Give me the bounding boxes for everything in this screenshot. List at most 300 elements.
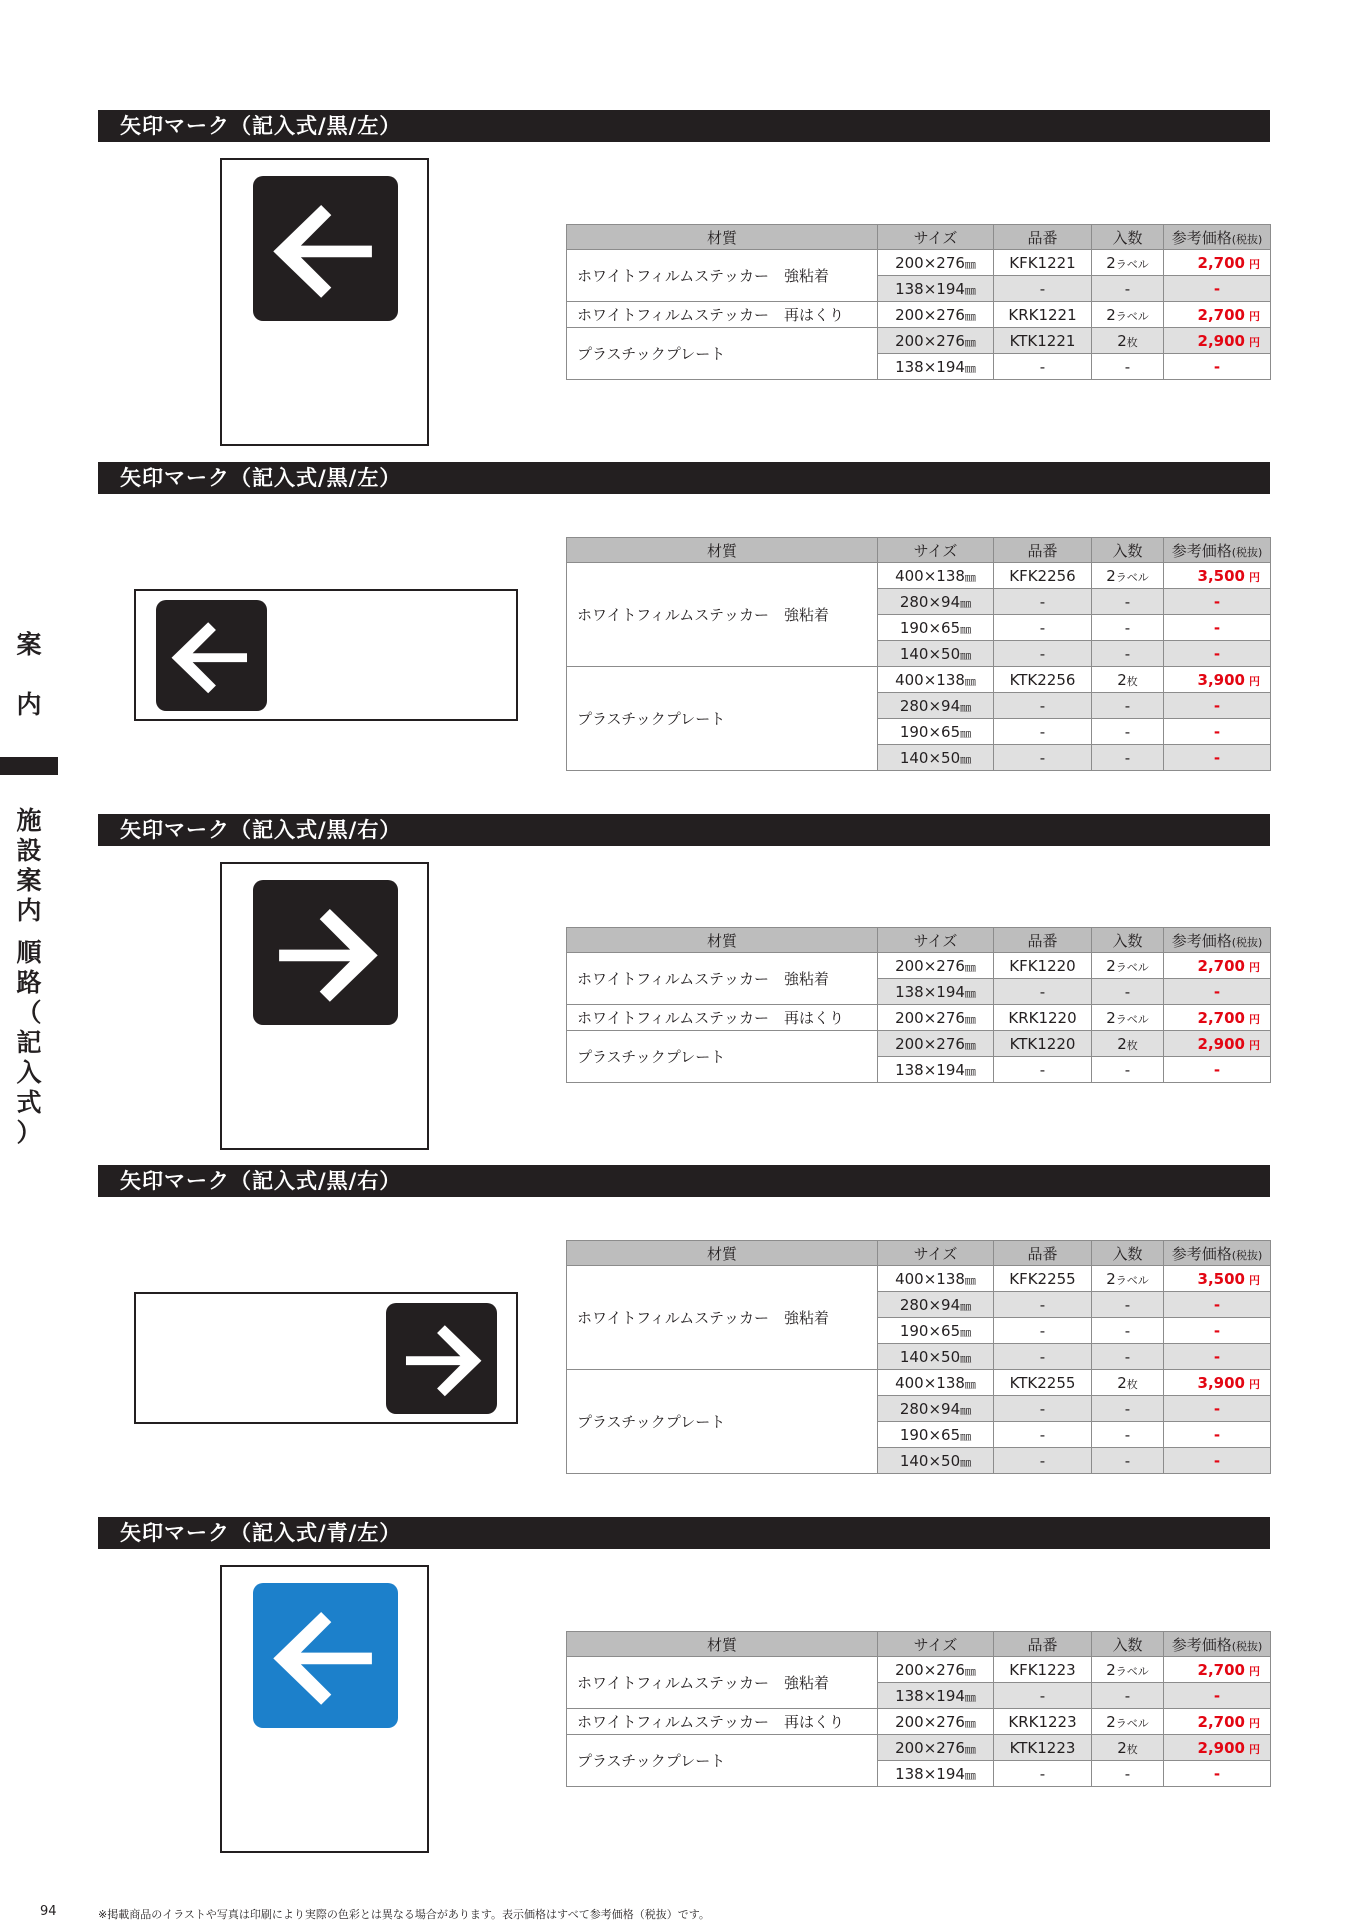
qty-cell xyxy=(1092,953,1164,979)
spec-table xyxy=(566,1631,1271,1787)
header-code xyxy=(994,1241,1092,1266)
qty-cell xyxy=(1092,1448,1164,1474)
price-cell xyxy=(1164,719,1271,745)
price-yen: 円 xyxy=(1249,257,1260,271)
price-value: - xyxy=(1213,644,1221,663)
size-value: 200×276 xyxy=(895,253,965,272)
header-label: 品番 xyxy=(1027,931,1058,950)
size-unit: ㎜ xyxy=(960,752,972,766)
price-cell xyxy=(1164,1344,1271,1370)
price-value: - xyxy=(1213,1399,1221,1418)
table-row xyxy=(567,563,1271,589)
code-cell: KRK1221 xyxy=(994,302,1092,328)
qty-cell xyxy=(1092,1318,1164,1344)
size-unit: ㎜ xyxy=(964,309,976,323)
price-yen: 円 xyxy=(1249,335,1260,349)
header-label: 入数 xyxy=(1112,1244,1143,1263)
size-unit: ㎜ xyxy=(960,1299,972,1313)
price-value: - xyxy=(1213,1295,1221,1314)
sidebar-char: 設 xyxy=(16,836,42,865)
price-value: - xyxy=(1213,279,1221,298)
price-value: - xyxy=(1213,982,1221,1001)
size-unit: ㎜ xyxy=(960,1429,972,1443)
header-label: 材質 xyxy=(706,1244,737,1263)
price-cell xyxy=(1164,1266,1271,1292)
sidebar-char: 順 xyxy=(16,938,42,967)
size-unit: ㎜ xyxy=(964,335,976,349)
code-cell: - xyxy=(994,354,1092,380)
size-unit: ㎜ xyxy=(964,1716,976,1730)
material-cell: ホワイトフィルムステッカー 強粘着 xyxy=(567,563,878,667)
qty-cell xyxy=(1092,1344,1164,1370)
size-unit: ㎜ xyxy=(960,726,972,740)
table-row xyxy=(567,1266,1271,1292)
qty-unit: ラベル xyxy=(1115,1664,1149,1678)
table-header-row xyxy=(567,928,1271,953)
size-cell xyxy=(878,1422,994,1448)
price-cell xyxy=(1164,1370,1271,1396)
header-label: 入数 xyxy=(1112,1635,1143,1654)
code-cell: - xyxy=(994,1761,1092,1787)
sign-preview-landscape xyxy=(134,1292,518,1424)
arrow-left-icon xyxy=(253,1583,398,1728)
sidebar-char: ） xyxy=(16,1118,42,1147)
header-label: 材質 xyxy=(706,228,737,247)
price-cell xyxy=(1164,1292,1271,1318)
header-label: 材質 xyxy=(706,1635,737,1654)
price-value: - xyxy=(1213,1686,1221,1705)
price-value: - xyxy=(1213,696,1221,715)
size-unit: ㎜ xyxy=(964,986,976,1000)
qty-value: - xyxy=(1124,722,1131,741)
section-title: 矢印マーク（記入式/黒/右） xyxy=(98,814,1270,846)
qty-value: - xyxy=(1124,1295,1131,1314)
qty-cell xyxy=(1092,1761,1164,1787)
code-cell: KTK2256 xyxy=(994,667,1092,693)
header-qty xyxy=(1092,1241,1164,1266)
qty-unit: ラベル xyxy=(1115,1012,1149,1026)
header-tax-note: (税抜) xyxy=(1231,935,1263,949)
material-cell: プラスチックプレート xyxy=(567,328,878,380)
price-yen: 円 xyxy=(1249,1012,1260,1026)
price-cell xyxy=(1164,1057,1271,1083)
price-yen: 円 xyxy=(1249,1273,1260,1287)
sidebar-char: 路 xyxy=(16,968,42,997)
section-title: 矢印マーク（記入式/黒/右） xyxy=(98,1165,1270,1197)
qty-value: 2 xyxy=(1117,331,1127,350)
header-qty xyxy=(1092,538,1164,563)
qty-unit: 枚 xyxy=(1126,1377,1138,1391)
size-unit: ㎜ xyxy=(964,960,976,974)
header-price xyxy=(1164,1241,1271,1266)
sidebar-subcategory xyxy=(0,806,58,1148)
price-value: - xyxy=(1213,592,1221,611)
sidebar-char: 内 xyxy=(16,896,42,925)
spec-table xyxy=(566,927,1271,1083)
section-title: 矢印マーク（記入式/黒/左） xyxy=(98,110,1270,142)
code-cell: KRK1223 xyxy=(994,1709,1092,1735)
header-label: 参考価格 xyxy=(1171,1244,1232,1263)
sign-preview-portrait xyxy=(220,158,429,446)
header-label: 参考価格 xyxy=(1171,931,1232,950)
arrow-left-icon xyxy=(253,176,398,321)
qty-value: - xyxy=(1124,1686,1131,1705)
code-cell: - xyxy=(994,1683,1092,1709)
sidebar-char: 記 xyxy=(16,1028,42,1057)
table-row xyxy=(567,328,1271,354)
qty-unit: ラベル xyxy=(1115,1273,1149,1287)
table-row xyxy=(567,667,1271,693)
material-cell: ホワイトフィルムステッカー 強粘着 xyxy=(567,1657,878,1709)
qty-cell xyxy=(1092,1031,1164,1057)
price-value: - xyxy=(1213,1764,1221,1783)
qty-value: 2 xyxy=(1106,1008,1116,1027)
size-unit: ㎜ xyxy=(964,1064,976,1078)
code-cell: - xyxy=(994,1344,1092,1370)
qty-value: 2 xyxy=(1106,1269,1116,1288)
code-cell: KTK1223 xyxy=(994,1735,1092,1761)
price-yen: 円 xyxy=(1249,1716,1260,1730)
size-unit: ㎜ xyxy=(964,674,976,688)
size-unit: ㎜ xyxy=(964,1377,976,1391)
price-value: 3,900 xyxy=(1197,1373,1245,1392)
size-cell xyxy=(878,1344,994,1370)
arrow-left-icon xyxy=(156,600,267,711)
size-unit: ㎜ xyxy=(964,570,976,584)
size-cell xyxy=(878,979,994,1005)
material-cell: プラスチックプレート xyxy=(567,667,878,771)
price-cell xyxy=(1164,979,1271,1005)
size-cell xyxy=(878,1709,994,1735)
price-value: - xyxy=(1213,722,1221,741)
qty-value: 2 xyxy=(1106,1660,1116,1679)
qty-value: 2 xyxy=(1117,1034,1127,1053)
size-cell xyxy=(878,693,994,719)
qty-cell xyxy=(1092,250,1164,276)
size-value: 400×138 xyxy=(895,670,965,689)
price-value: 2,900 xyxy=(1197,331,1245,350)
header-label: サイズ xyxy=(913,1244,958,1263)
price-yen: 円 xyxy=(1249,674,1260,688)
qty-unit: 枚 xyxy=(1126,1742,1138,1756)
price-cell xyxy=(1164,667,1271,693)
price-cell xyxy=(1164,1683,1271,1709)
size-unit: ㎜ xyxy=(964,1012,976,1026)
size-unit: ㎜ xyxy=(960,1403,972,1417)
price-value: - xyxy=(1213,1321,1221,1340)
size-cell xyxy=(878,1292,994,1318)
size-unit: ㎜ xyxy=(964,1742,976,1756)
header-code xyxy=(994,928,1092,953)
size-unit: ㎜ xyxy=(960,700,972,714)
size-cell xyxy=(878,1657,994,1683)
qty-cell xyxy=(1092,302,1164,328)
size-cell xyxy=(878,302,994,328)
qty-cell xyxy=(1092,328,1164,354)
size-unit: ㎜ xyxy=(964,1038,976,1052)
table-row xyxy=(567,1005,1271,1031)
qty-value: - xyxy=(1124,357,1131,376)
size-cell xyxy=(878,276,994,302)
sidebar-category xyxy=(0,630,58,720)
size-cell xyxy=(878,1318,994,1344)
qty-value: - xyxy=(1124,1399,1131,1418)
header-qty xyxy=(1092,1632,1164,1657)
table-header-row xyxy=(567,225,1271,250)
qty-cell xyxy=(1092,1005,1164,1031)
size-unit: ㎜ xyxy=(964,1664,976,1678)
price-cell xyxy=(1164,1396,1271,1422)
header-size xyxy=(878,1632,994,1657)
code-cell: - xyxy=(994,1292,1092,1318)
price-value: 2,700 xyxy=(1197,253,1245,272)
header-label: サイズ xyxy=(913,931,958,950)
qty-cell xyxy=(1092,1266,1164,1292)
code-cell: - xyxy=(994,1318,1092,1344)
size-cell xyxy=(878,1735,994,1761)
qty-value: 2 xyxy=(1106,956,1116,975)
header-label: 入数 xyxy=(1112,931,1143,950)
header-label: サイズ xyxy=(913,541,958,560)
qty-cell xyxy=(1092,979,1164,1005)
price-cell xyxy=(1164,563,1271,589)
price-yen: 円 xyxy=(1249,1038,1260,1052)
price-cell xyxy=(1164,250,1271,276)
page-number: 94 xyxy=(40,1904,57,1919)
size-cell xyxy=(878,667,994,693)
price-value: 2,900 xyxy=(1197,1738,1245,1757)
header-qty xyxy=(1092,225,1164,250)
table-row xyxy=(567,1735,1271,1761)
size-value: 140×50 xyxy=(899,1451,961,1470)
size-value: 138×194 xyxy=(895,1686,965,1705)
material-cell: ホワイトフィルムステッカー 再はくり xyxy=(567,1709,878,1735)
size-cell xyxy=(878,1266,994,1292)
size-value: 138×194 xyxy=(895,1764,965,1783)
section-title: 矢印マーク（記入式/青/左） xyxy=(98,1517,1270,1549)
size-value: 200×276 xyxy=(895,305,965,324)
sidebar-char: 内 xyxy=(16,690,42,719)
size-cell xyxy=(878,589,994,615)
qty-unit: ラベル xyxy=(1115,1716,1149,1730)
qty-value: - xyxy=(1124,1347,1131,1366)
qty-value: - xyxy=(1124,982,1131,1001)
header-label: 品番 xyxy=(1027,228,1058,247)
size-unit: ㎜ xyxy=(960,1351,972,1365)
price-value: - xyxy=(1213,748,1221,767)
qty-cell xyxy=(1092,719,1164,745)
table-row xyxy=(567,302,1271,328)
size-value: 138×194 xyxy=(895,357,965,376)
qty-cell xyxy=(1092,745,1164,771)
code-cell: - xyxy=(994,693,1092,719)
table-row xyxy=(567,953,1271,979)
code-cell: KFK1223 xyxy=(994,1657,1092,1683)
material-cell: ホワイトフィルムステッカー 強粘着 xyxy=(567,953,878,1005)
table-row xyxy=(567,1370,1271,1396)
price-cell xyxy=(1164,328,1271,354)
material-cell: ホワイトフィルムステッカー 強粘着 xyxy=(567,250,878,302)
price-cell xyxy=(1164,1031,1271,1057)
price-value: 2,700 xyxy=(1197,1712,1245,1731)
header-label: 参考価格 xyxy=(1171,228,1232,247)
header-label: 品番 xyxy=(1027,1244,1058,1263)
material-cell: ホワイトフィルムステッカー 強粘着 xyxy=(567,1266,878,1370)
qty-value: 2 xyxy=(1117,1373,1127,1392)
code-cell: - xyxy=(994,1396,1092,1422)
code-cell: - xyxy=(994,1422,1092,1448)
header-label: サイズ xyxy=(913,228,958,247)
header-material xyxy=(567,928,878,953)
header-size xyxy=(878,1241,994,1266)
sidebar-char: 施 xyxy=(16,806,42,835)
sidebar-char: （ xyxy=(16,998,42,1027)
size-value: 138×194 xyxy=(895,279,965,298)
size-cell xyxy=(878,1396,994,1422)
size-cell xyxy=(878,354,994,380)
qty-value: - xyxy=(1124,1321,1131,1340)
code-cell: - xyxy=(994,1057,1092,1083)
size-unit: ㎜ xyxy=(960,1455,972,1469)
size-value: 140×50 xyxy=(899,1347,961,1366)
size-cell xyxy=(878,1448,994,1474)
table-row xyxy=(567,1657,1271,1683)
qty-cell xyxy=(1092,615,1164,641)
size-value: 280×94 xyxy=(899,1399,961,1418)
price-cell xyxy=(1164,1735,1271,1761)
qty-cell xyxy=(1092,1735,1164,1761)
code-cell: - xyxy=(994,615,1092,641)
header-price xyxy=(1164,1632,1271,1657)
size-value: 140×50 xyxy=(899,644,961,663)
size-cell xyxy=(878,1057,994,1083)
header-size xyxy=(878,928,994,953)
qty-value: 2 xyxy=(1106,253,1116,272)
qty-cell xyxy=(1092,667,1164,693)
material-cell: プラスチックプレート xyxy=(567,1031,878,1083)
qty-value: - xyxy=(1124,1764,1131,1783)
size-cell xyxy=(878,953,994,979)
price-value: 2,700 xyxy=(1197,305,1245,324)
code-cell: KTK2255 xyxy=(994,1370,1092,1396)
sign-preview-portrait xyxy=(220,1565,429,1853)
sidebar-char xyxy=(0,926,58,938)
qty-cell xyxy=(1092,641,1164,667)
header-price xyxy=(1164,538,1271,563)
material-cell: ホワイトフィルムステッカー 再はくり xyxy=(567,302,878,328)
code-cell: - xyxy=(994,719,1092,745)
price-cell xyxy=(1164,953,1271,979)
qty-cell xyxy=(1092,693,1164,719)
price-cell xyxy=(1164,354,1271,380)
qty-unit: 枚 xyxy=(1126,335,1138,349)
size-unit: ㎜ xyxy=(960,596,972,610)
qty-unit: 枚 xyxy=(1126,1038,1138,1052)
material-cell: ホワイトフィルムステッカー 再はくり xyxy=(567,1005,878,1031)
header-tax-note: (税抜) xyxy=(1231,1248,1263,1262)
sign-preview-landscape xyxy=(134,589,518,721)
price-cell xyxy=(1164,589,1271,615)
price-cell xyxy=(1164,641,1271,667)
size-value: 200×276 xyxy=(895,1660,965,1679)
price-value: 3,500 xyxy=(1197,566,1245,585)
qty-value: 2 xyxy=(1117,1738,1127,1757)
spec-table xyxy=(566,224,1271,380)
size-cell xyxy=(878,1005,994,1031)
sidebar-char: 案 xyxy=(16,866,42,895)
code-cell: - xyxy=(994,276,1092,302)
size-unit: ㎜ xyxy=(964,1768,976,1782)
size-cell xyxy=(878,1683,994,1709)
code-cell: KTK1221 xyxy=(994,328,1092,354)
size-cell xyxy=(878,250,994,276)
header-label: サイズ xyxy=(913,1635,958,1654)
code-cell: KFK1221 xyxy=(994,250,1092,276)
price-yen: 円 xyxy=(1249,1377,1260,1391)
footer-note: ※掲載商品のイラストや写真は印刷により実際の色彩とは異なる場合があります。表示価格はすべて参考価格（税抜）です。 xyxy=(98,1908,710,1921)
code-cell: - xyxy=(994,1448,1092,1474)
qty-cell xyxy=(1092,1657,1164,1683)
price-cell xyxy=(1164,1761,1271,1787)
header-size xyxy=(878,538,994,563)
price-value: - xyxy=(1213,357,1221,376)
size-value: 280×94 xyxy=(899,696,961,715)
qty-cell xyxy=(1092,1683,1164,1709)
sidebar-char: 式 xyxy=(16,1088,42,1117)
price-cell xyxy=(1164,1422,1271,1448)
sidebar-divider xyxy=(0,757,58,775)
header-material xyxy=(567,225,878,250)
code-cell: KFK1220 xyxy=(994,953,1092,979)
table-header-row xyxy=(567,1241,1271,1266)
code-cell: KTK1220 xyxy=(994,1031,1092,1057)
qty-value: - xyxy=(1124,644,1131,663)
size-value: 140×50 xyxy=(899,748,961,767)
size-cell xyxy=(878,615,994,641)
size-cell xyxy=(878,563,994,589)
header-label: 材質 xyxy=(706,541,737,560)
size-unit: ㎜ xyxy=(960,648,972,662)
price-value: 3,500 xyxy=(1197,1269,1245,1288)
qty-unit: ラベル xyxy=(1115,309,1149,323)
price-cell xyxy=(1164,615,1271,641)
qty-value: - xyxy=(1124,1060,1131,1079)
sidebar-char: 案 xyxy=(16,630,42,659)
size-value: 200×276 xyxy=(895,1008,965,1027)
price-cell xyxy=(1164,745,1271,771)
material-cell: プラスチックプレート xyxy=(567,1735,878,1787)
header-tax-note: (税抜) xyxy=(1231,1639,1263,1653)
price-cell xyxy=(1164,693,1271,719)
table-header-row xyxy=(567,1632,1271,1657)
qty-unit: 枚 xyxy=(1126,674,1138,688)
code-cell: - xyxy=(994,641,1092,667)
size-unit: ㎜ xyxy=(960,622,972,636)
size-value: 280×94 xyxy=(899,592,961,611)
spec-table xyxy=(566,1240,1271,1474)
header-tax-note: (税抜) xyxy=(1231,545,1263,559)
price-value: 2,900 xyxy=(1197,1034,1245,1053)
qty-value: - xyxy=(1124,279,1131,298)
qty-cell xyxy=(1092,1709,1164,1735)
qty-value: 2 xyxy=(1106,1712,1116,1731)
size-unit: ㎜ xyxy=(960,1325,972,1339)
header-price xyxy=(1164,928,1271,953)
qty-value: - xyxy=(1124,618,1131,637)
price-cell xyxy=(1164,1448,1271,1474)
qty-value: - xyxy=(1124,748,1131,767)
size-unit: ㎜ xyxy=(964,1273,976,1287)
